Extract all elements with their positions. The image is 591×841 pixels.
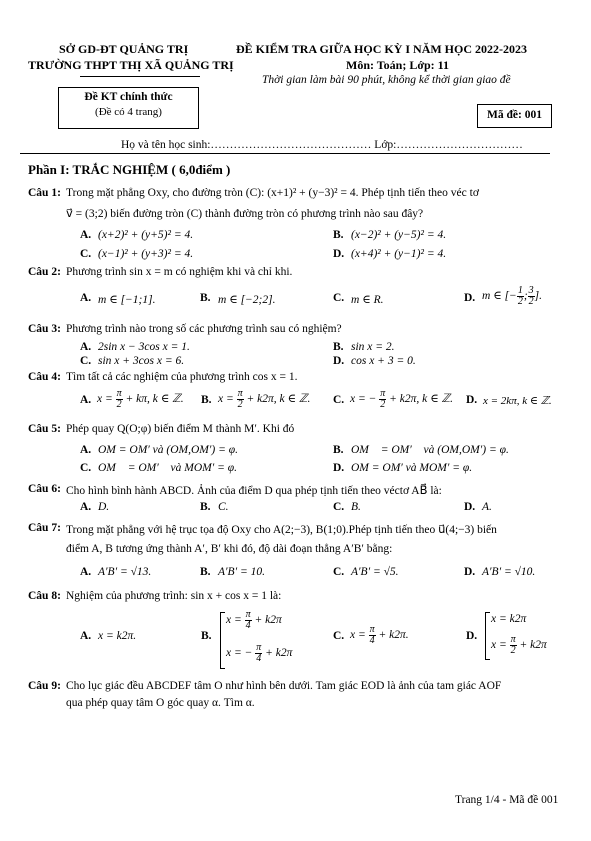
q6-text: Cho hình bình hành ABCD. Ảnh của điểm D qua phép tịnh tiến theo véctơ AB⃗ là: [66, 485, 442, 497]
q6-option-c[interactable]: B. [351, 501, 361, 513]
page-count: (Đề có 4 trang) [95, 106, 162, 118]
q8-option-d-line2[interactable]: x = $\frac{\pi}{2}$ + k2π [491, 634, 547, 656]
q7-text-1: Trong mặt phẳng với hệ trục tọa độ Oxy cho A(2;−3), B(1;0).Phép tịnh tiến theo u⃗(4;−3) biến [66, 524, 497, 536]
q5-option-a-label: A. [80, 444, 92, 456]
q6-option-a[interactable]: D. [98, 501, 110, 513]
q4-option-a[interactable]: x = $\frac{\pi}{2}$ + kπ, k ∈ ℤ. [97, 388, 184, 410]
q3-label: Câu 3: [28, 323, 61, 335]
q3-option-c[interactable]: sin x + 3cos x = 6. [98, 355, 185, 367]
q3-text: Phương trình nào trong số các phương trình sau có nghiệm? [66, 323, 342, 335]
exam-title: ĐỀ KIỂM TRA GIỮA HỌC KỲ I NĂM HỌC 2022-2023 [236, 42, 528, 56]
q5-option-d-label: D. [333, 462, 345, 474]
q8-option-c[interactable]: x = $\frac{\pi}{4}$ + k2π. [350, 624, 409, 646]
q2-d-post: ]. [534, 290, 543, 303]
q4-label: Câu 4: [28, 371, 61, 383]
q4-option-b[interactable]: x = $\frac{\pi}{2}$ + k2π, k ∈ ℤ. [218, 388, 311, 410]
q8-label: Câu 8: [28, 590, 61, 602]
q1-option-b-label: B. [333, 229, 344, 241]
q2-label: Câu 2: [28, 266, 61, 278]
q2-d-pre: m ∈ [− [482, 290, 517, 303]
q5-option-b[interactable]: OM⃗ = OM′⃗ và (OM,OM′) = φ. [351, 444, 509, 456]
q1-text-2: v⃗ = (3;2) biến đường tròn (C) thành đường tròn có phương trình nào sau đây? [66, 208, 424, 220]
subject-line: Môn: Toán; Lớp: 11 [346, 58, 450, 72]
q5-option-b-label: B. [333, 444, 344, 456]
q7-option-d-label: D. [464, 566, 476, 578]
q6-option-d[interactable]: A. [482, 501, 492, 513]
q3-option-b[interactable]: sin x = 2. [351, 341, 395, 353]
q5-option-d[interactable]: OM = OM′ và MOM′ = φ. [351, 462, 473, 474]
department-name: SỞ GD-ĐT QUẢNG TRỊ [59, 42, 189, 56]
official-label: Đề KT chính thức [84, 91, 173, 103]
q6-option-c-label: C. [333, 501, 345, 513]
q4-option-c-label: C. [333, 394, 345, 406]
q1-option-a[interactable]: (x+2)² + (y+5)² = 4. [98, 229, 194, 241]
q8-option-b-line2[interactable]: x = − $\frac{\pi}{4}$ + k2π [226, 642, 293, 664]
q3-option-a[interactable]: 2sin x − 3cos x = 1. [98, 341, 190, 353]
q7-option-c-label: C. [333, 566, 345, 578]
q6-option-d-label: D. [464, 501, 476, 513]
q4-option-b-label: B. [201, 394, 212, 406]
q7-option-b-label: B. [200, 566, 211, 578]
q9-text-1: Cho lục giác đều ABCDEF tâm O như hình bên dưới. Tam giác EOD là ảnh của tam giác AOF [66, 680, 502, 692]
q4-text: Tìm tất cả các nghiệm của phương trình cos x = 1. [66, 371, 298, 383]
q5-option-c-label: C. [80, 462, 92, 474]
q8-text: Nghiệm của phương trình: sin x + cos x = 1 là: [66, 590, 282, 602]
q7-option-a[interactable]: A′B′ = √13. [98, 566, 152, 578]
q2-option-a[interactable]: m ∈ [−1;1]. [98, 294, 156, 306]
q1-option-c[interactable]: (x−1)² + (y+3)² = 4. [98, 248, 194, 260]
q7-option-c[interactable]: A′B′ = √5. [351, 566, 399, 578]
q8-option-d-line1[interactable]: x = k2π [491, 613, 527, 625]
q8-option-a-label: A. [80, 630, 92, 642]
q2-option-d[interactable] [482, 286, 542, 307]
q5-text: Phép quay Q(O;φ) biến điểm M thành M′. Khi đó [66, 423, 295, 435]
q3-option-a-label: A. [80, 341, 92, 353]
student-info-line: Họ và tên học sinh:…………………………………… Lớp:…………………………… [121, 139, 523, 151]
q3-option-d-label: D. [333, 355, 345, 367]
q1-option-b[interactable]: (x−2)² + (y−5)² = 4. [351, 229, 447, 241]
q8-option-a[interactable]: x = k2π. [98, 630, 137, 642]
page-footer: Trang 1/4 - Mã đề 001 [455, 794, 559, 806]
q2-d-frac2: $\frac{3}{2}$ [528, 285, 534, 307]
school-name: TRƯỜNG THPT THỊ XÃ QUẢNG TRỊ [28, 58, 234, 72]
q2-option-b[interactable]: m ∈ [−2;2]. [218, 294, 276, 306]
q1-label: Câu 1: [28, 187, 61, 199]
official-exam-box [58, 87, 199, 129]
school-underline [80, 76, 200, 77]
q1-option-d-label: D. [333, 248, 345, 260]
q7-option-a-label: A. [80, 566, 92, 578]
q2-d-frac1: $\frac{1}{2}$ [517, 285, 523, 307]
q7-text-2: điểm A, B tương ứng thành A′, B′ khi đó, độ dài đoạn thẳng A′B′ bằng: [66, 543, 393, 555]
q7-label: Câu 7: [28, 522, 61, 534]
q8-d-bracket [485, 612, 490, 660]
q8-b-bracket [220, 612, 225, 669]
section-title: Phần I: TRẮC NGHIỆM ( 6,0điểm ) [28, 162, 231, 177]
q5-label: Câu 5: [28, 423, 61, 435]
q4-option-d-label: D. [466, 394, 478, 406]
q8-option-b-label: B. [201, 630, 212, 642]
q6-label: Câu 6: [28, 483, 61, 495]
q3-option-c-label: C. [80, 355, 92, 367]
time-limit: Thời gian làm bài 90 phút, không kể thời gian giao đề [262, 74, 511, 86]
q1-option-d[interactable]: (x+4)² + (y−1)² = 4. [351, 248, 447, 260]
q2-option-d-label: D. [464, 292, 476, 304]
exam-code-box [477, 104, 552, 128]
q7-option-d[interactable]: A′B′ = √10. [482, 566, 536, 578]
q3-option-b-label: B. [333, 341, 344, 353]
q3-option-d[interactable]: cos x + 3 = 0. [351, 355, 416, 367]
q4-option-a-label: A. [80, 394, 92, 406]
q1-text-1: Trong mặt phẳng Oxy, cho đường tròn (C): (x+1)² + (y−3)² = 4. Phép tịnh tiến theo véc tơ [66, 187, 479, 199]
q2-option-a-label: A. [80, 292, 92, 304]
q4-option-d[interactable]: x = 2kπ, k ∈ ℤ. [483, 395, 552, 407]
q2-option-c-label: C. [333, 292, 345, 304]
q7-option-b[interactable]: A′B′ = 10. [218, 566, 265, 578]
q2-option-b-label: B. [200, 292, 211, 304]
q1-option-a-label: A. [80, 229, 92, 241]
q2-d-mid: ; [523, 290, 528, 303]
q9-label: Câu 9: [28, 680, 61, 692]
q9-text-2: qua phép quay tâm O góc quay α. Tìm α. [66, 697, 255, 709]
q4-option-c[interactable]: x = − $\frac{\pi}{2}$ + k2π, k ∈ ℤ. [350, 388, 453, 410]
q1-option-c-label: C. [80, 248, 92, 260]
header-divider [20, 153, 550, 154]
q6-option-b[interactable]: C. [218, 501, 229, 513]
q2-text: Phương trình sin x = m có nghiệm khi và chỉ khi. [66, 266, 293, 278]
q5-option-c[interactable]: OM⃗ = OM′⃗ và MOM′ = φ. [98, 462, 238, 474]
q8-option-c-label: C. [333, 630, 345, 642]
exam-code: Mã đề: 001 [487, 109, 542, 121]
q8-option-d-label: D. [466, 630, 478, 642]
q8-option-b-line1[interactable]: x = $\frac{\pi}{4}$ + k2π [226, 609, 282, 631]
q2-option-c[interactable]: m ∈ R. [351, 294, 384, 306]
q6-option-a-label: A. [80, 501, 92, 513]
q5-option-a[interactable]: OM = OM′ và (OM,OM′) = φ. [98, 444, 238, 456]
q6-option-b-label: B. [200, 501, 211, 513]
